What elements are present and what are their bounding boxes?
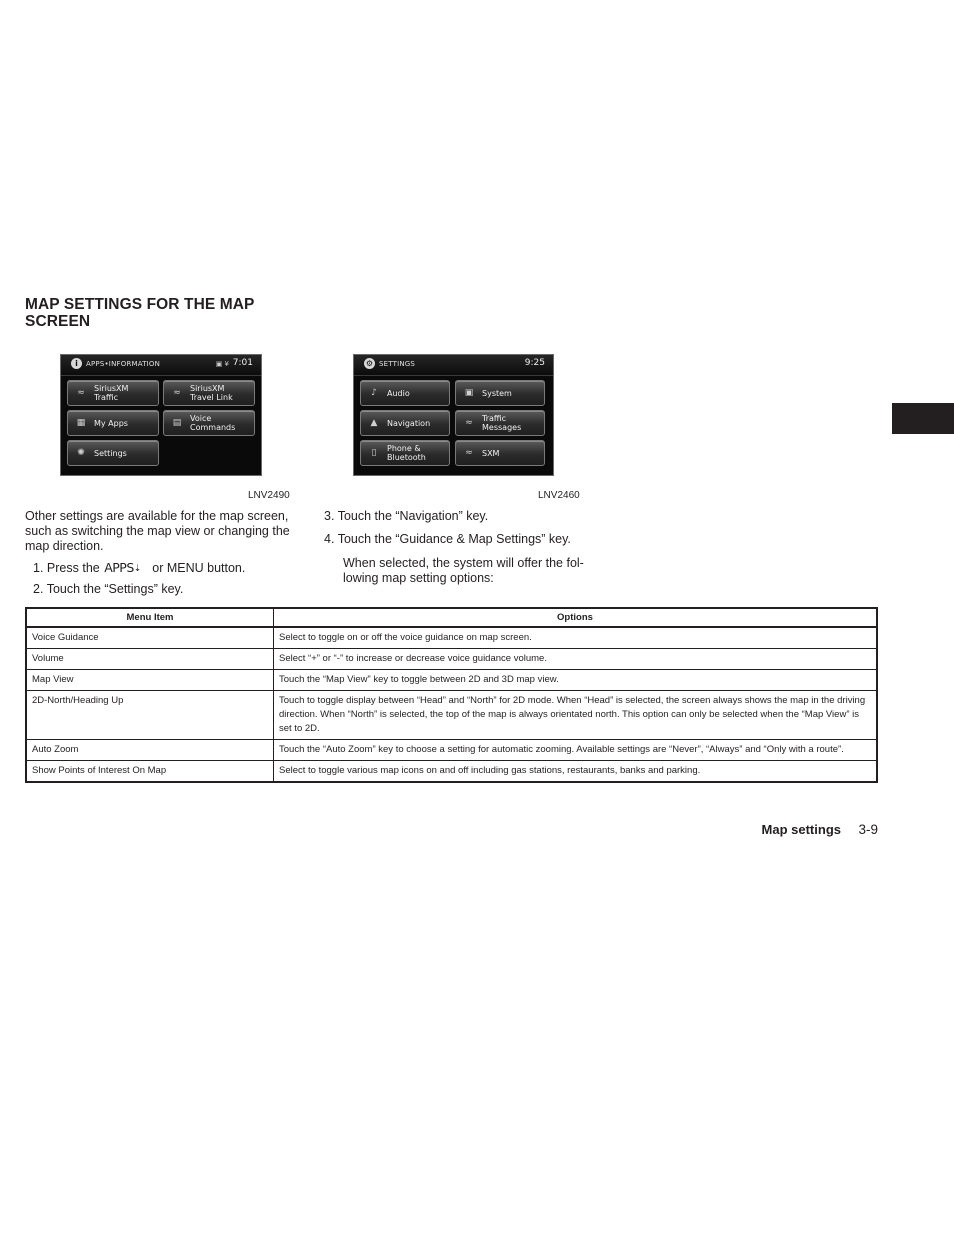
screen-title: SETTINGS (379, 360, 416, 368)
navigation-key[interactable] (360, 410, 450, 436)
status-icons: ▣ ¥ (215, 360, 229, 368)
chapter-tab-marker (892, 403, 954, 434)
step-3 (324, 509, 604, 524)
system-key[interactable] (455, 380, 545, 406)
step-text: Press the (46, 561, 100, 575)
my-apps-key[interactable] (67, 410, 159, 436)
key-label: SiriusXM Traffic (94, 384, 129, 402)
after-steps-paragraph: When selected, the system will offer the fol-lowing map setting options: (343, 556, 584, 585)
key-label: Phone & Bluetooth (387, 444, 426, 462)
key-label: Navigation (387, 418, 431, 428)
info-icon: i (71, 358, 82, 369)
key-label: Settings (94, 448, 127, 458)
footer-section-name: Map settings (761, 822, 841, 837)
step-text: Touch the “Guidance & Map Settings” key. (337, 532, 571, 546)
apps-icon: ▦ (76, 418, 86, 428)
step-1 (33, 560, 303, 577)
settings-key[interactable] (67, 440, 159, 466)
siriusxm-travel-link-key[interactable] (163, 380, 255, 406)
options-cell: Touch the “Map View” key to toggle between 2D and 3D map view. (274, 670, 878, 691)
step-text: or MENU button. (152, 561, 246, 575)
gear-icon: ✺ (77, 448, 85, 458)
options-cell: Select to toggle on or off the voice guidance on map screen. (274, 627, 878, 649)
map-settings-table (25, 607, 878, 783)
screen-header (354, 355, 553, 376)
table-header-row (26, 608, 877, 627)
screen-header (61, 355, 261, 376)
music-note-icon: ♪ (371, 388, 377, 398)
table-row (26, 691, 877, 740)
travel-link-icon: ≈ (173, 388, 181, 398)
table-row (26, 670, 877, 691)
section-heading: MAP SETTINGS FOR THE MAP SCREEN (25, 296, 255, 330)
key-label: Traffic Messages (482, 414, 522, 432)
table-row (26, 649, 877, 670)
voice-commands-key[interactable] (163, 410, 255, 436)
figure-caption: LNV2490 (248, 490, 290, 501)
menu-item-cell: Voice Guidance (26, 627, 274, 649)
system-icon: ▣ (464, 388, 474, 398)
step-number: 2. (33, 582, 44, 596)
key-label: SXM (482, 448, 500, 458)
figure-caption: LNV2460 (538, 490, 580, 501)
phone-icon: ▯ (371, 448, 377, 458)
options-cell: Select “+” or “-” to increase or decrease voice guidance volume. (274, 649, 878, 670)
sxm-key[interactable] (455, 440, 545, 466)
options-cell: Touch the “Auto Zoom” key to choose a setting for automatic zooming. Available settings are “Never”, “Always” and “Only with a route”. (274, 740, 878, 761)
apps-information-screen (60, 354, 262, 476)
menu-item-cell: 2D-North/Heading Up (26, 691, 274, 740)
traffic-messages-key[interactable] (455, 410, 545, 436)
apps-button-icon: APPS⇣ (104, 560, 141, 575)
voice-icon: ▤ (172, 418, 182, 428)
traffic-icon: ≈ (77, 388, 85, 398)
step-text: Touch the “Navigation” key. (337, 509, 489, 523)
settings-gear-icon: ⚙ (365, 359, 374, 368)
screen-title: APPS•INFORMATION (86, 360, 161, 368)
step-4 (324, 532, 604, 547)
table-row (26, 627, 877, 649)
menu-item-cell: Auto Zoom (26, 740, 274, 761)
key-label: System (482, 388, 512, 398)
column-header: Options (274, 608, 878, 627)
navigation-arrow-icon: ▲ (370, 418, 378, 428)
key-label: Voice Commands (190, 414, 236, 432)
menu-item-cell: Map View (26, 670, 274, 691)
menu-item-cell: Volume (26, 649, 274, 670)
audio-key[interactable] (360, 380, 450, 406)
step-number: 4. (324, 532, 335, 546)
siriusxm-traffic-key[interactable] (67, 380, 159, 406)
clock: 9:25 (524, 358, 545, 368)
key-label: SiriusXM Travel Link (190, 384, 233, 402)
table-row (26, 761, 877, 783)
table-row (26, 740, 877, 761)
step-2 (33, 582, 303, 597)
column-header: Menu Item (26, 608, 274, 627)
settings-screen (353, 354, 554, 476)
traffic-icon: ≈ (465, 418, 473, 428)
step-text: Touch the “Settings” key. (46, 582, 184, 596)
menu-item-cell: Show Points of Interest On Map (26, 761, 274, 783)
options-cell: Select to toggle various map icons on and off including gas stations, restaurants, banks and parking. (274, 761, 878, 783)
key-label: My Apps (94, 418, 128, 428)
step-number: 3. (324, 509, 335, 523)
phone-bluetooth-key[interactable] (360, 440, 450, 466)
page-number: 3-9 (858, 822, 878, 837)
intro-paragraph: Other settings are available for the map screen, such as switching the map view or changing the map direction. (25, 509, 290, 553)
step-number: 1. (33, 561, 44, 575)
clock: 7:01 (232, 358, 253, 368)
key-label: Audio (387, 388, 410, 398)
sxm-icon: ≈ (465, 448, 473, 458)
options-cell: Touch to toggle display between “Head” and “North” for 2D mode. When “Head” is selected, the screen always shows the map in the driving direction. When “North” is selected, the top of the map is always orientated north. This option can only be selected when the “Map View” is set to 2D. (274, 691, 878, 740)
